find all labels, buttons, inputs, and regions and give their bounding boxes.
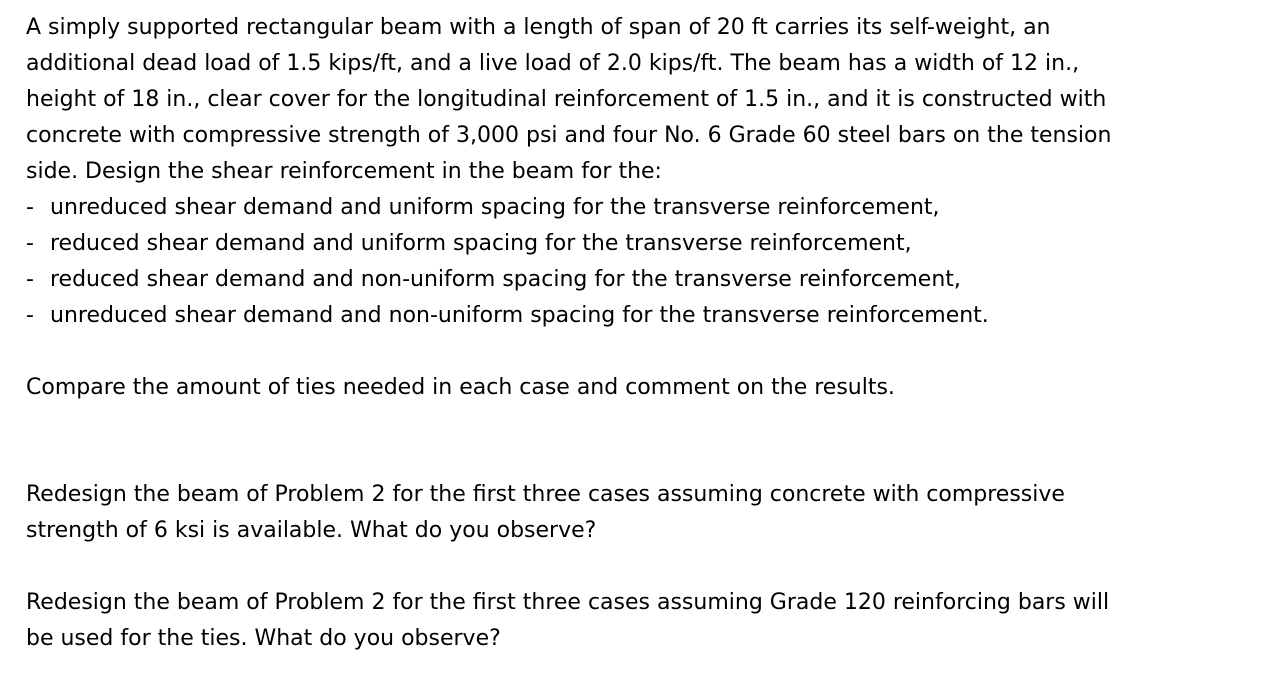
blank-space bbox=[26, 406, 1186, 477]
list-item-text: reduced shear demand and uniform spacing for the transverse reinforcement, bbox=[50, 231, 912, 256]
problem-3-line: be used for the ties. What do you observe? bbox=[26, 626, 501, 651]
design-cases-list bbox=[26, 190, 1186, 334]
compare-text: Compare the amount of ties needed in each case and comment on the results. bbox=[26, 375, 895, 400]
blank-line bbox=[26, 334, 1186, 370]
problem-3-line: Redesign the beam of Problem 2 for the first three cases assuming Grade 120 reinforcing bars will bbox=[26, 590, 1110, 615]
problem-1-line: A simply supported rectangular beam with a length of span of 20 ft carries its self-weight, an bbox=[26, 15, 1051, 40]
dash-marker: - bbox=[26, 267, 34, 292]
problem-1-line: side. Design the shear reinforcement in the beam for the: bbox=[26, 159, 662, 184]
problem-1-line: height of 18 in., clear cover for the longitudinal reinforcement of 1.5 in., and it is constructed with bbox=[26, 87, 1107, 112]
list-item bbox=[26, 226, 1186, 262]
list-item bbox=[26, 190, 1186, 226]
problem-2-statement bbox=[26, 477, 1186, 549]
dash-marker: - bbox=[26, 195, 34, 220]
problem-2-line: Redesign the beam of Problem 2 for the first three cases assuming concrete with compressive bbox=[26, 482, 1065, 507]
list-item-text: unreduced shear demand and uniform spacing for the transverse reinforcement, bbox=[50, 195, 940, 220]
list-item bbox=[26, 262, 1186, 298]
blank-line bbox=[26, 549, 1186, 585]
problem-1-line: concrete with compressive strength of 3,000 psi and four No. 6 Grade 60 steel bars on the tension bbox=[26, 123, 1112, 148]
dash-marker: - bbox=[26, 231, 34, 256]
problem-1-line: additional dead load of 1.5 kips/ft, and a live load of 2.0 kips/ft. The beam has a width of 12 in., bbox=[26, 51, 1080, 76]
problem-1-statement bbox=[26, 10, 1186, 190]
document-body bbox=[26, 10, 1186, 657]
list-item-text: unreduced shear demand and non-uniform spacing for the transverse reinforcement. bbox=[50, 303, 989, 328]
problem-3-statement bbox=[26, 585, 1186, 657]
list-item bbox=[26, 298, 1186, 334]
compare-instruction bbox=[26, 370, 1186, 406]
dash-marker: - bbox=[26, 303, 34, 328]
problem-2-line: strength of 6 ksi is available. What do you observe? bbox=[26, 518, 597, 543]
list-item-text: reduced shear demand and non-uniform spacing for the transverse reinforcement, bbox=[50, 267, 961, 292]
